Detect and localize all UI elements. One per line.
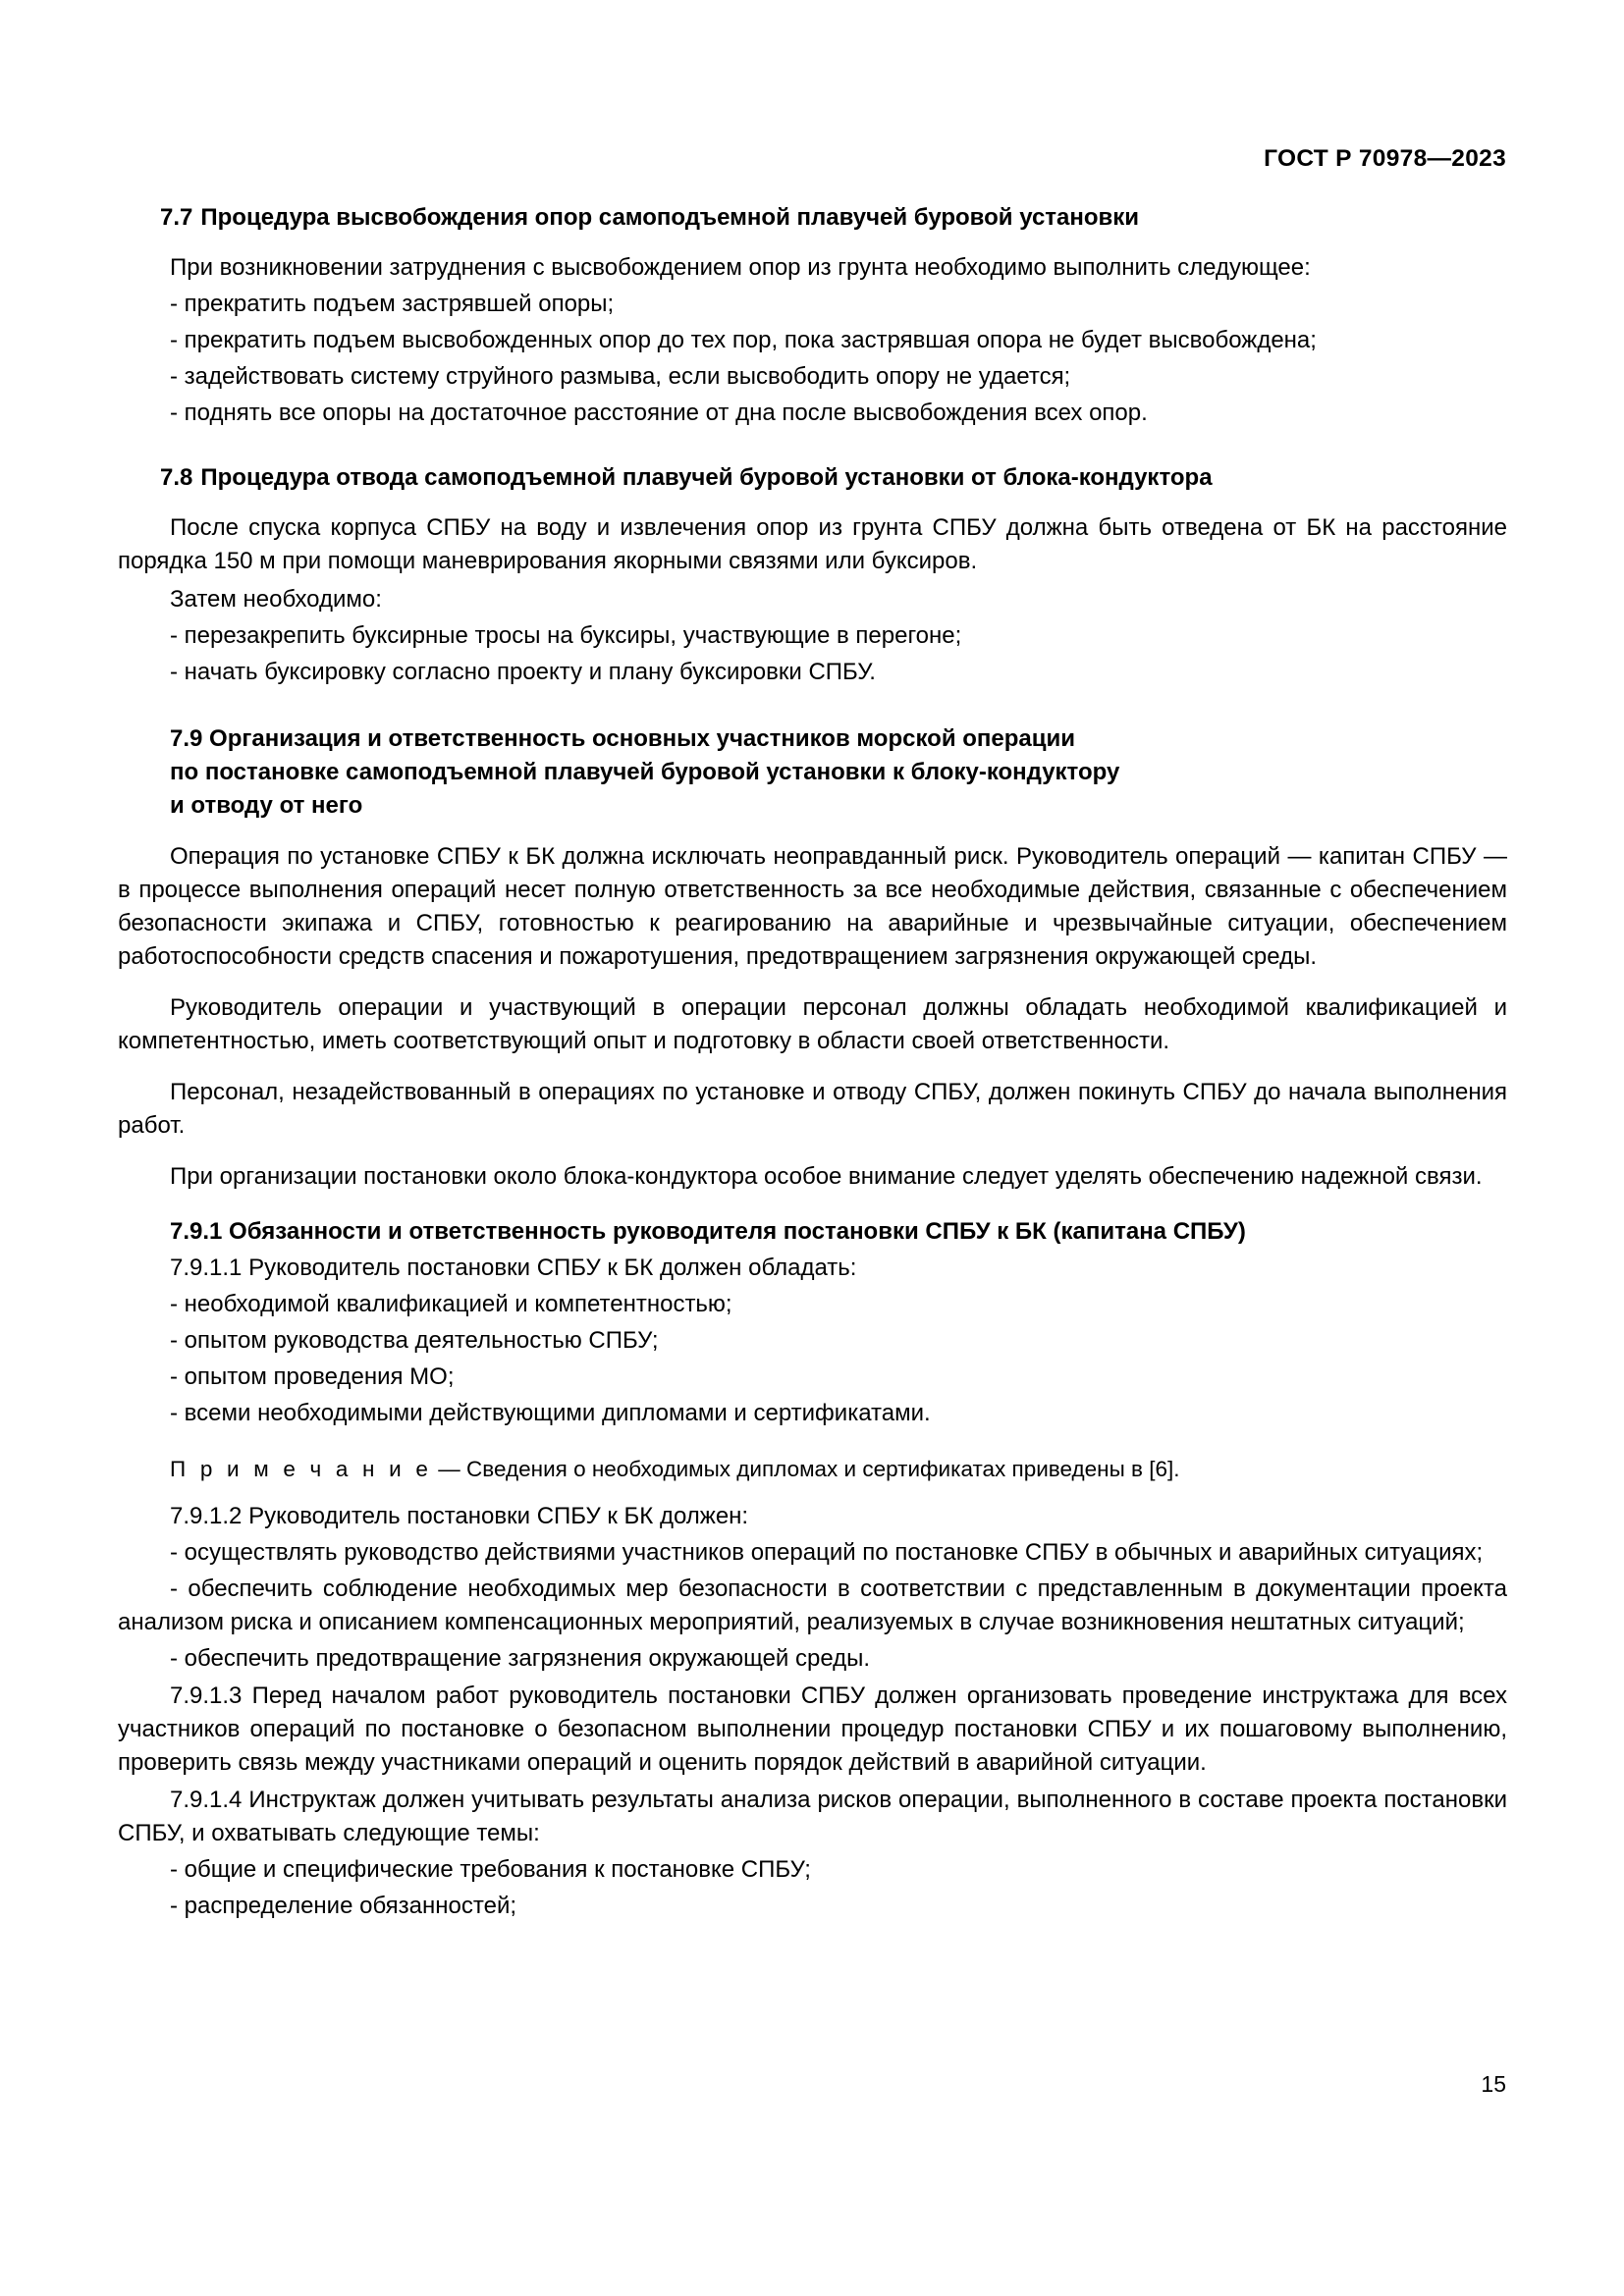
list-item: - поднять все опоры на достаточное расстояние от дна после высвобождения всех опор. [170,399,1148,426]
section-title-7-9-line1: Организация и ответственность основных участников морской операции [209,724,1076,752]
numbered-paragraph: 7.9.1.2 Руководитель постановки СПБУ к БК должен: [170,1503,749,1530]
list-item: - прекратить подъем застрявшей опоры; [170,291,615,318]
paragraph: Затем необходимо: [170,585,382,613]
section-heading-7-8 [118,461,1507,494]
list-item: - опытом проведения МО; [170,1363,455,1391]
section-title-7-8: Процедура отвода самоподъемной плавучей буровой установки от блока-кондуктора [200,463,1213,491]
section-number-7-7: 7.7 [160,204,193,231]
section-number-7-9: 7.9 [170,724,203,752]
page-number: 15 [1481,2071,1506,2097]
list-item: - перезакрепить буксирные тросы на буксиры, участвующие в перегоне; [170,621,962,649]
paragraph: Руководитель операции и участвующий в операции персонал должны обладать необходимой квалификацией и компетентностью, иметь соответствующий опыт и подготовку в области своей ответственности. [118,993,1507,1054]
list-item: - всеми необходимыми действующими дипломами и сертификатами. [170,1399,931,1426]
list-item: - обеспечить соблюдение необходимых мер безопасности в соответствии с представленным в документации проекта анализом риска и описанием компенсационных мероприятий, реализуемых в случае возникновения нештатных ситуаций; [118,1575,1507,1636]
paragraph: После спуска корпуса СПБУ на воду и извлечения опор из грунта СПБУ должна быть отведена от БК на расстояние порядка 150 м при помощи маневрирования якорными связями или буксиров. [118,513,1507,574]
note-block [118,1454,1507,1485]
list-item: - начать буксировку согласно проекту и плану буксировки СПБУ. [170,658,876,685]
list-item: - прекратить подъем высвобожденных опор до тех пор, пока застрявшая опора не будет высвобождена; [170,327,1317,354]
paragraph: При возникновении затруднения с высвобождением опор из грунта необходимо выполнить следующее: [170,254,1311,282]
list-item: - задействовать систему струйного размыва, если высвободить опору не удается; [170,362,1071,390]
note-text: — Сведения о необходимых дипломах и сертификатах приведены в [6]. [432,1456,1180,1481]
numbered-paragraph: 7.9.1.3 Перед началом работ руководитель постановки СПБУ должен организовать проведение инструктажа для всех участников операций по постановке о безопасном выполнении процедур постановки СПБУ и их пошаговому выполнению, проверить связь между участниками операций и оценить порядок действий в аварийной ситуации. [118,1682,1507,1777]
section-number-7-8: 7.8 [160,463,193,491]
subsection-heading-7-9-1: 7.9.1 Обязанности и ответственность руководителя постановки СПБУ к БК (капитана СПБУ) [170,1217,1246,1245]
paragraph: При организации постановки около блока-кондуктора особое внимание следует уделять обеспечению надежной связи. [170,1162,1483,1190]
numbered-paragraph: 7.9.1.4 Инструктаж должен учитывать результаты анализа рисков операции, выполненного в составе проекта постановки СПБУ, и охватывать следующие темы: [118,1787,1507,1846]
section-heading-7-9-line1 [170,722,1507,756]
page-header-standard-id: ГОСТ Р 70978—2023 [1264,145,1506,172]
list-item: - обеспечить предотвращение загрязнения окружающей среды. [170,1645,871,1673]
paragraph: Персонал, незадействованный в операциях по установке и отводу СПБУ, должен покинуть СПБУ до начала выполнения работ. [118,1078,1507,1139]
note-label: П р и м е ч а н и е [170,1456,433,1481]
section-heading-7-9-line3: и отводу от него [170,791,363,819]
paragraph: Операция по установке СПБУ к БК должна исключать неоправданный риск. Руководитель операций — капитан СПБУ — в процессе выполнения операций несет полную ответственность за все необходимые действия, связанные с обеспечением безопасности экипажа и СПБУ, готовностью к реагированию на аварийные и чрезвычайные ситуации, обеспечением работоспособности средств спасения и пожаротушения, предотвращением загрязнения окружающей среды. [118,842,1507,970]
section-heading-7-9 [118,722,1507,823]
list-item: - распределение обязанностей; [170,1892,517,1919]
section-heading-7-9-line2: по постановке самоподъемной плавучей буровой установки к блоку-кондуктору [170,758,1120,785]
section-title-7-7: Процедура высвобождения опор самоподъемной плавучей буровой установки [200,204,1140,231]
page-content [118,201,1507,1923]
list-item: - общие и специфические требования к постановке СПБУ; [170,1855,811,1883]
numbered-paragraph: 7.9.1.1 Руководитель постановки СПБУ к БК должен обладать: [170,1255,857,1282]
section-heading-7-7 [118,201,1507,234]
list-item: - опытом руководства деятельностью СПБУ; [170,1327,659,1355]
list-item: - необходимой квалификацией и компетентностью; [170,1291,732,1318]
list-item: - осуществлять руководство действиями участников операций по постановке СПБУ в обычных и аварийных ситуациях; [170,1539,1484,1567]
